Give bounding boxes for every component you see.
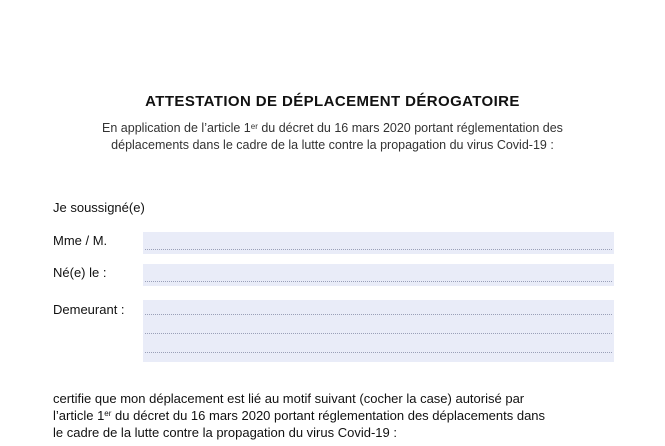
address-dotted-line-3 xyxy=(145,352,612,353)
certification-ordinal: er xyxy=(104,409,112,418)
certification-paragraph xyxy=(53,390,615,441)
address-dotted-line-1 xyxy=(145,314,612,315)
intro-ordinal: er xyxy=(250,122,258,131)
intro-paragraph xyxy=(60,120,605,154)
document-title: ATTESTATION DE DÉPLACEMENT DÉROGATOIRE xyxy=(145,93,520,110)
intro-line-1-a: En application de l’article 1 xyxy=(102,121,251,135)
name-field[interactable] xyxy=(143,232,614,254)
birth-date-field[interactable] xyxy=(143,264,614,286)
certification-line-2 xyxy=(53,407,615,424)
birth-date-field-dotted-line xyxy=(145,281,612,282)
address-field[interactable] xyxy=(143,300,614,362)
certification-line-1: certifie que mon déplacement est lié au motif suivant (cocher la case) autorisé par xyxy=(53,391,525,406)
address-dotted-line-2 xyxy=(145,333,612,334)
address-label: Demeurant : xyxy=(53,302,125,317)
name-label: Mme / M. xyxy=(53,233,108,248)
soussigne-label: Je soussigné(e) xyxy=(53,200,145,215)
certification-line-2-b: du décret du 16 mars 2020 portant réglementation des déplacements dans xyxy=(111,408,546,423)
intro-line-2: déplacements dans le cadre de la lutte contre la propagation du virus Covid-19 : xyxy=(111,138,554,152)
intro-line-1 xyxy=(60,120,605,137)
certification-line-3: le cadre de la lutte contre la propagation du virus Covid-19 : xyxy=(53,425,397,440)
intro-line-1-b: du décret du 16 mars 2020 portant réglementation des xyxy=(257,121,563,135)
certification-line-2-a: l’article 1 xyxy=(53,408,105,423)
birth-date-label: Né(e) le : xyxy=(53,265,107,280)
name-field-dotted-line xyxy=(145,249,612,250)
